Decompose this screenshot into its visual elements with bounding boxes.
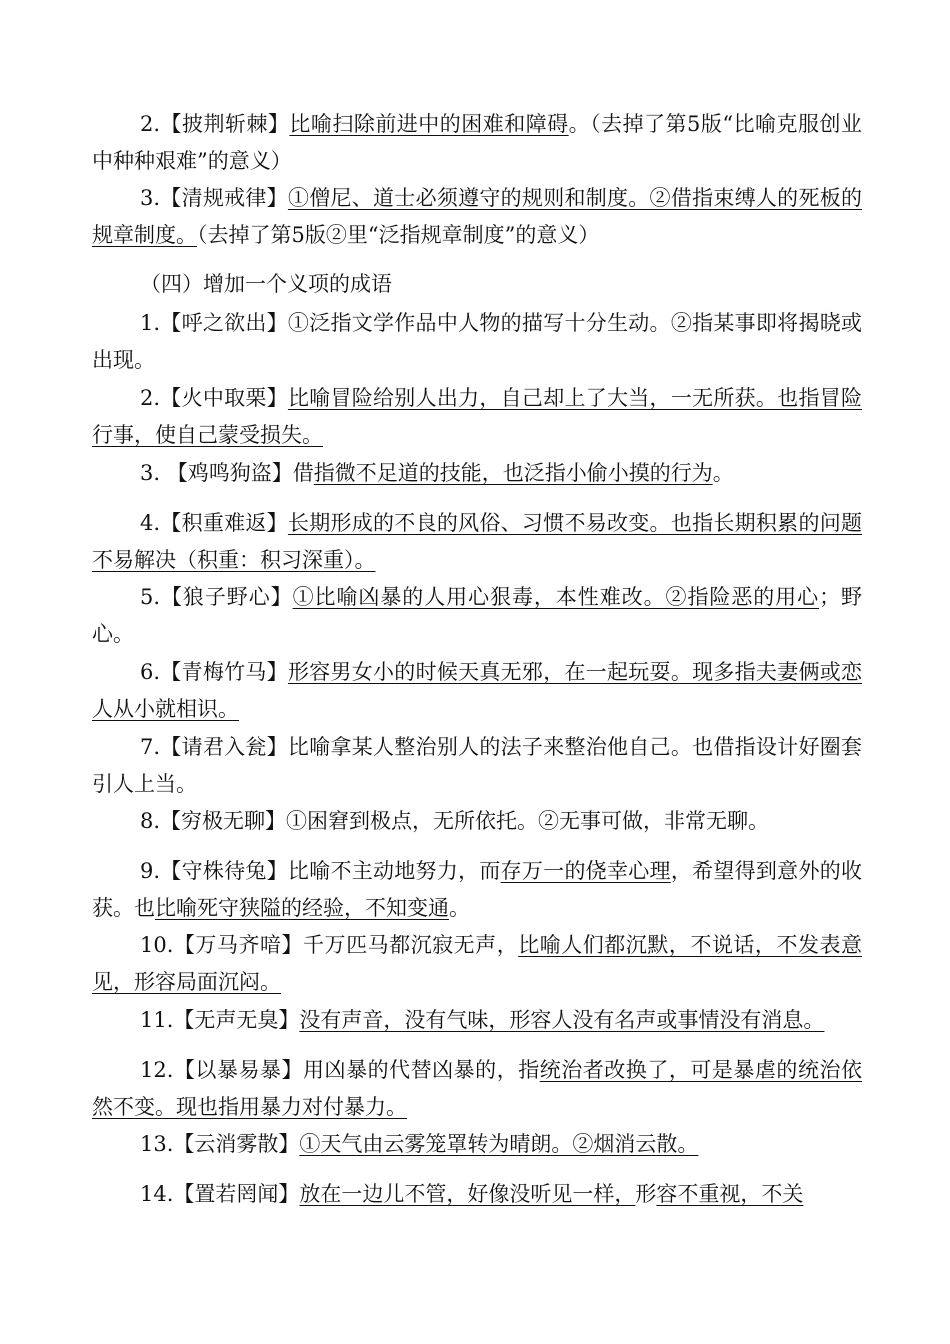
text-segment: 7.【请君入瓮】比喻拿某人整治别人的法子来整治他自己。也借指设计好圈套引人上当。 — [92, 735, 862, 796]
text-segment: 14.【置若罔闻】 — [140, 1182, 300, 1206]
underlined-text: 比喻冒险给别人出力，自己却上了大当，一无所获。也指冒险行事，使自己蒙受损失。 — [92, 386, 862, 447]
underlined-text: ①僧尼、道士必须遵守的规则和制度。②借指束缚人的死板的规章制度。 — [92, 186, 862, 247]
text-segment: 11.【无声无臭】 — [140, 1008, 300, 1032]
underlined-text: 指微不足道的技能，也泛指小偷小摸的行为 — [313, 461, 713, 485]
entry-pijingzhanji — [92, 106, 862, 180]
underlined-text: 放在一边儿不管，好像没听见一样， — [299, 1182, 636, 1206]
text-segment: 2.【披荆斩棘】 — [140, 112, 290, 136]
text-segment: 8.【穷极无聊】①困窘到极点，无所依托。②无事可做，非常无聊。 — [140, 809, 770, 833]
text-segment: （去掉了第5版②里“泛指规章制度”的意义） — [197, 223, 600, 247]
underlined-text: ①比喻凶暴的人用心狠毒，本性难改。②指险恶的用心 — [292, 585, 820, 609]
entry-langziyexin — [92, 579, 862, 653]
entry-jizhongnanfan — [92, 505, 862, 579]
text-segment: 。 — [449, 896, 470, 920]
entry-wushengwuxiu — [92, 1002, 862, 1039]
text-segment: 3. 【鸡鸣狗盗】借 — [140, 461, 314, 485]
text-segment: 3.【清规戒律】 — [140, 186, 288, 210]
entry-qingjunruweng — [92, 729, 862, 803]
text-segment: 9.【守株待兔】比喻不主动地努力，而 — [140, 859, 501, 883]
entry-qiongjiwuliao — [92, 803, 862, 840]
text-segment: ，希望得到意外的收获。也 — [92, 859, 862, 920]
text-segment: ；野心。 — [92, 585, 862, 646]
entry-huozhongqvli — [92, 380, 862, 454]
text-segment: 。（去掉了第5版“比喻克服创业中种种艰难”的意义） — [92, 112, 862, 173]
underlined-text: 统治者改换了，可是暴虐的统治依然不变。现也指用暴力对付暴力。 — [92, 1058, 862, 1119]
text-segment: 2.【火中取栗】 — [140, 386, 288, 410]
text-segment: 10.【万马齐喑】千万匹马都沉寂无声， — [140, 933, 519, 957]
text-segment: 12.【以暴易暴】用凶暴的代替凶暴的，指 — [140, 1058, 540, 1082]
underlined-text: 比喻人们都沉默，不说话，不发表意见，形容局面沉闷。 — [92, 933, 862, 994]
underlined-text: 长期形成的不良的风俗、习惯不易改变。也指长期积累的问题不易解决（积重：积习深重）。 — [92, 511, 862, 572]
text-segment: 4.【积重难返】 — [140, 511, 288, 535]
entry-jimigoudao — [92, 455, 862, 492]
text-segment: 13.【云消雾散】 — [140, 1132, 300, 1156]
entry-huzhiyuchu — [92, 305, 862, 379]
underlined-text: 形容男女小的时候天真无邪，在一起玩耍。现多指夫妻俩或恋人从小就相识。 — [92, 660, 862, 721]
underlined-text: 比喻死守狭隘的经验，不知变通 — [155, 896, 449, 920]
entry-qingguijielv — [92, 180, 862, 254]
entry-yibaoyibao — [92, 1052, 862, 1126]
text-segment: 形 — [635, 1182, 657, 1206]
underlined-text: 比喻扫除前进中的困难和障碍 — [289, 112, 569, 136]
entry-zhiruowangwen — [92, 1176, 862, 1213]
entry-wanmaqiyin — [92, 927, 862, 1001]
text-segment: （四）增加一个义项的成语 — [140, 272, 392, 296]
text-segment: 。 — [712, 461, 734, 485]
entry-qingmeizhuma — [92, 654, 862, 728]
entry-shouzhudaitu — [92, 853, 862, 927]
underlined-text: ①天气由云雾笼罩转为晴朗。②烟消云散。 — [299, 1132, 699, 1156]
underlined-text: 容不重视，不关 — [656, 1182, 804, 1206]
underlined-text: 存万一的侥幸心理 — [500, 859, 671, 883]
text-segment: 5.【狼子野心】 — [140, 585, 293, 609]
section-heading-four — [92, 266, 862, 303]
text-segment: 1.【呼之欲出】①泛指文学作品中人物的描写十分生动。②指某事即将揭晓或出现。 — [92, 311, 862, 372]
underlined-text: 没有声音，没有气味，形容人没有名声或事情没有消息。 — [299, 1008, 825, 1032]
entry-yunxiaowusan — [92, 1126, 862, 1163]
text-segment: 6.【青梅竹马】 — [140, 660, 288, 684]
